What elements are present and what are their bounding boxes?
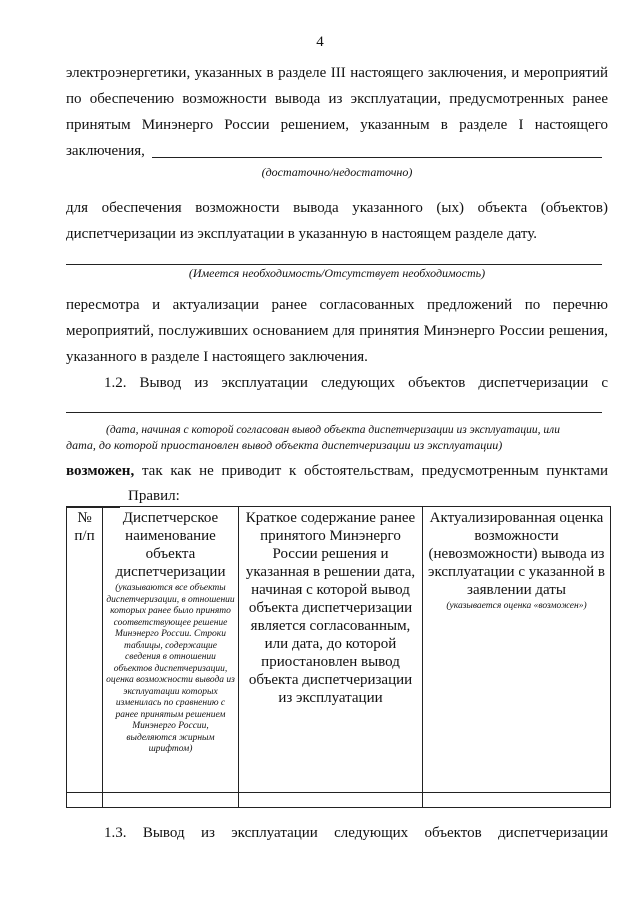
header-object-name — [103, 507, 239, 793]
text-line: 1.3. Вывод из эксплуатации следующих объектов диспетчеризации — [104, 825, 608, 841]
caption-sufficiency-wrap — [66, 165, 608, 180]
paragraph-withdrawal-possibility — [66, 195, 608, 247]
text-line: диспетчеризации из эксплуатации в указанную в настоящем разделе дату. — [66, 226, 537, 242]
caption-date-wrap — [66, 423, 608, 453]
text-line: указанного в разделе I настоящего заключения. — [66, 349, 368, 365]
paragraph-revision — [66, 292, 608, 370]
text-line — [66, 458, 608, 484]
caption-necessity-wrap — [66, 266, 608, 281]
header-updated-assessment — [423, 507, 611, 793]
page-number: 4 — [316, 34, 324, 50]
text-line: заключения, — [66, 143, 145, 159]
fill-in-line-sufficiency — [152, 157, 602, 158]
table-row — [67, 793, 611, 808]
paragraph-possible — [66, 458, 608, 508]
text-line: принятым Минэнерго России решением, указанным в разделе I настоящего — [66, 117, 608, 133]
caption-date-line: дата, до которой приостановлен вывод объекта диспетчеризации из эксплуатации) — [66, 438, 503, 452]
text-fragment: так как не приводит к обстоятельствам, предусмотренным пунктами — [141, 463, 608, 479]
section-1-2-heading — [66, 370, 608, 396]
header-updated-assessment-text: Актуализированная оценка возможности (невозможности) вывода из эксплуатации с указанной в заявлении даты — [428, 510, 605, 598]
text-line: по обеспечению возможности вывода из эксплуатации, предусмотренных ранее — [66, 91, 608, 107]
paragraph-conclusion — [66, 60, 608, 164]
text-fragment: Правил: — [128, 488, 180, 504]
header-previous-decision-text: Краткое содержание ранее принятого Минэнерго России решения и указанная в решении дата, начиная с которой вывод объекта диспетчеризации является согласованным, или дата, до которой приостановлен вывод объекта диспетчеризации из эксплуатации — [245, 510, 416, 706]
text-line: 1.2. Вывод из эксплуатации следующих объектов диспетчеризации с — [104, 375, 608, 391]
objects-table — [66, 506, 611, 808]
text-line: для обеспечения возможности вывода указанного (ых) объекта (объектов) — [66, 200, 608, 216]
table-cell — [103, 793, 239, 808]
header-object-name-note: (указываются все объекты диспетчеризации, в отношении которых ранее было принято соответствующее решение Минэнерго России. Строки таблицы, содержащие сведения в отношении объектов диспетчеризации, оценка возможности вывода из эксплуатации которых изменилась по сравнению с ранее принятым решением Минэнерго России, выделяются жирным шрифтом) — [106, 583, 235, 754]
header-previous-decision — [239, 507, 423, 793]
text-line: электроэнергетики, указанных в разделе III настоящего заключения, и мероприятий — [66, 65, 608, 81]
section-1-3-heading — [66, 820, 608, 846]
header-number-text: № п/п — [74, 510, 95, 544]
table-cell — [423, 793, 611, 808]
text-line: пересмотра и актуализации ранее согласованных предложений по перечню — [66, 297, 608, 313]
fill-in-line-date — [66, 412, 602, 413]
caption-sufficiency: (достаточно/недостаточно) — [261, 165, 413, 179]
table-cell — [239, 793, 423, 808]
fill-in-line-necessity — [66, 264, 602, 265]
header-number — [67, 507, 103, 793]
table-cell — [67, 793, 103, 808]
text-line — [66, 484, 608, 508]
bold-possible: возможен, — [66, 463, 135, 479]
text-line: мероприятий, послуживших основанием для принятия Минэнерго России решения, — [66, 323, 608, 339]
table-header-row — [67, 507, 611, 793]
caption-necessity: (Имеется необходимость/Отсутствует необходимость) — [188, 266, 486, 280]
header-object-name-text: Диспетчерское наименование объекта диспетчеризации — [115, 510, 226, 580]
caption-date-line: (дата, начиная с которой согласован вывод объекта диспетчеризации из эксплуатации, или — [106, 424, 560, 436]
header-updated-assessment-note: (указывается оценка «возможен») — [446, 601, 587, 611]
